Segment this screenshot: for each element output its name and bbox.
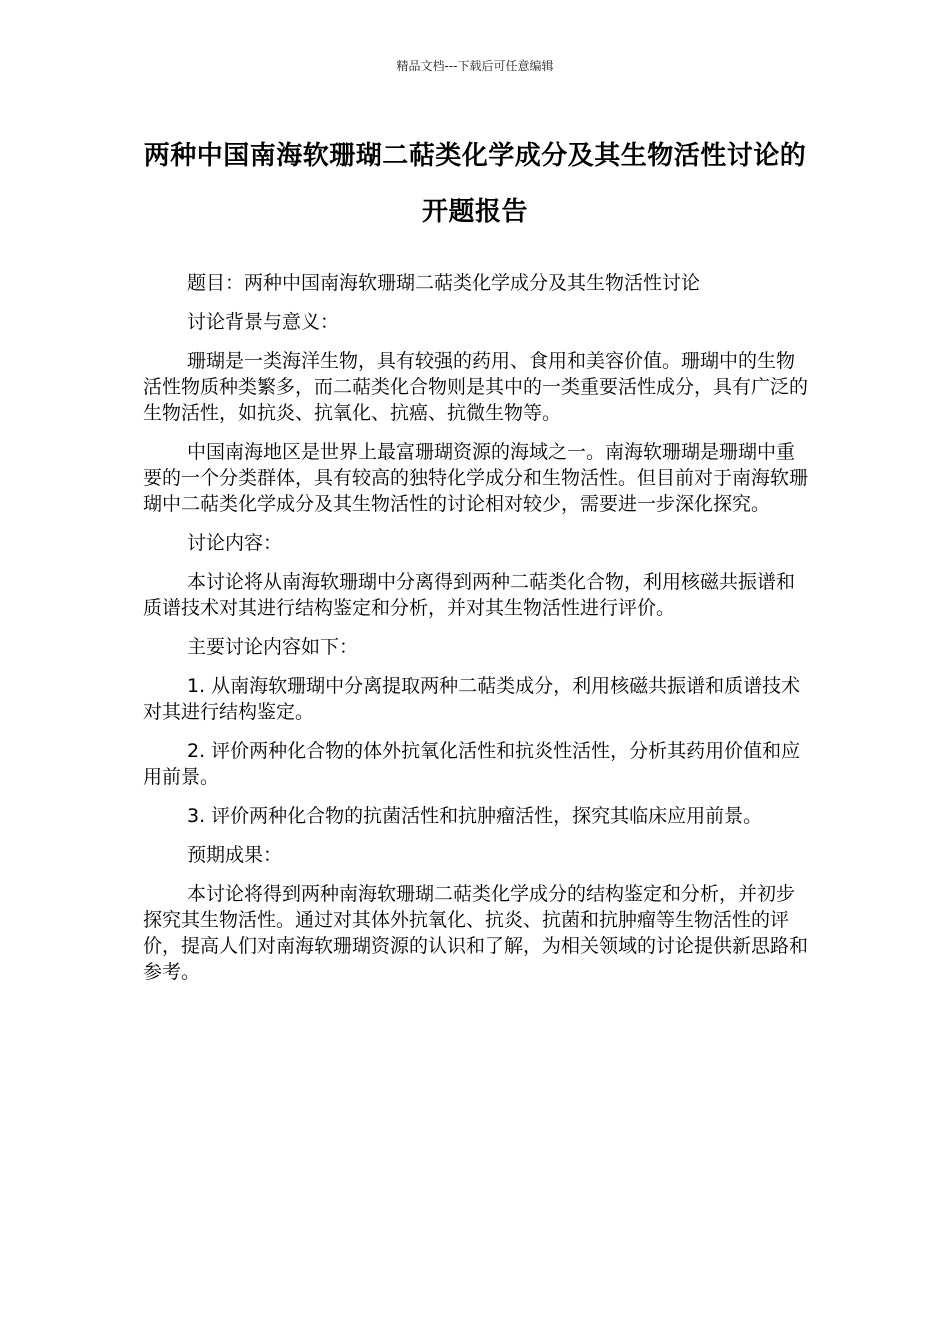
background-paragraph-1: 珊瑚是一类海洋生物，具有较强的药用、食用和美容价值。珊瑚中的生物活性物质种类繁多，而二萜类化合物则是其中的一类重要活性成分，具有广泛的生物活性，如抗炎、抗氧化、抗癌、抗微生物等。 bbox=[143, 350, 809, 424]
document-body bbox=[143, 270, 809, 998]
content-list-intro: 主要讨论内容如下： bbox=[187, 636, 359, 658]
content-item-1: 1. 从南海软珊瑚中分离提取两种二萜类成分，利用核磁共振谱和质谱技术对其进行结构鉴定。 bbox=[143, 675, 801, 723]
topic-line: 题目：两种中国南海软珊瑚二萜类化学成分及其生物活性讨论 bbox=[187, 272, 701, 294]
document-title: 两种中国南海软珊瑚二萜类化学成分及其生物活性讨论的开题报告 bbox=[143, 141, 807, 227]
background-paragraph-2: 中国南海地区是世界上最富珊瑚资源的海域之一。南海软珊瑚是珊瑚中重要的一个分类群体，具有较高的独特化学成分和生物活性。但目前对于南海软珊瑚中二萜类化学成分及其生物活性的讨论相对较少，需要进一步深化探究。 bbox=[143, 441, 809, 515]
section-heading-content: 讨论内容： bbox=[187, 532, 283, 554]
section-heading-background: 讨论背景与意义： bbox=[187, 311, 340, 333]
content-item-2: 2. 评价两种化合物的体外抗氧化活性和抗炎性活性，分析其药用价值和应用前景。 bbox=[143, 740, 801, 788]
content-item-3: 3. 评价两种化合物的抗菌活性和抗肿瘤活性，探究其临床应用前景。 bbox=[187, 805, 763, 827]
content-paragraph: 本讨论将从南海软珊瑚中分离得到两种二萜类化合物，利用核磁共振谱和质谱技术对其进行结构鉴定和分析，并对其生物活性进行评价。 bbox=[143, 571, 796, 619]
results-paragraph: 本讨论将得到两种南海软珊瑚二萜类化学成分的结构鉴定和分析，并初步探究其生物活性。通过对其体外抗氧化、抗炎、抗菌和抗肿瘤等生物活性的评价，提高人们对南海软珊瑚资源的认识和了解，为相关领域的讨论提供新思路和参考。 bbox=[143, 883, 809, 983]
section-heading-results: 预期成果： bbox=[187, 844, 283, 866]
page-header: 精品文档---下载后可任意编辑 bbox=[396, 59, 554, 73]
